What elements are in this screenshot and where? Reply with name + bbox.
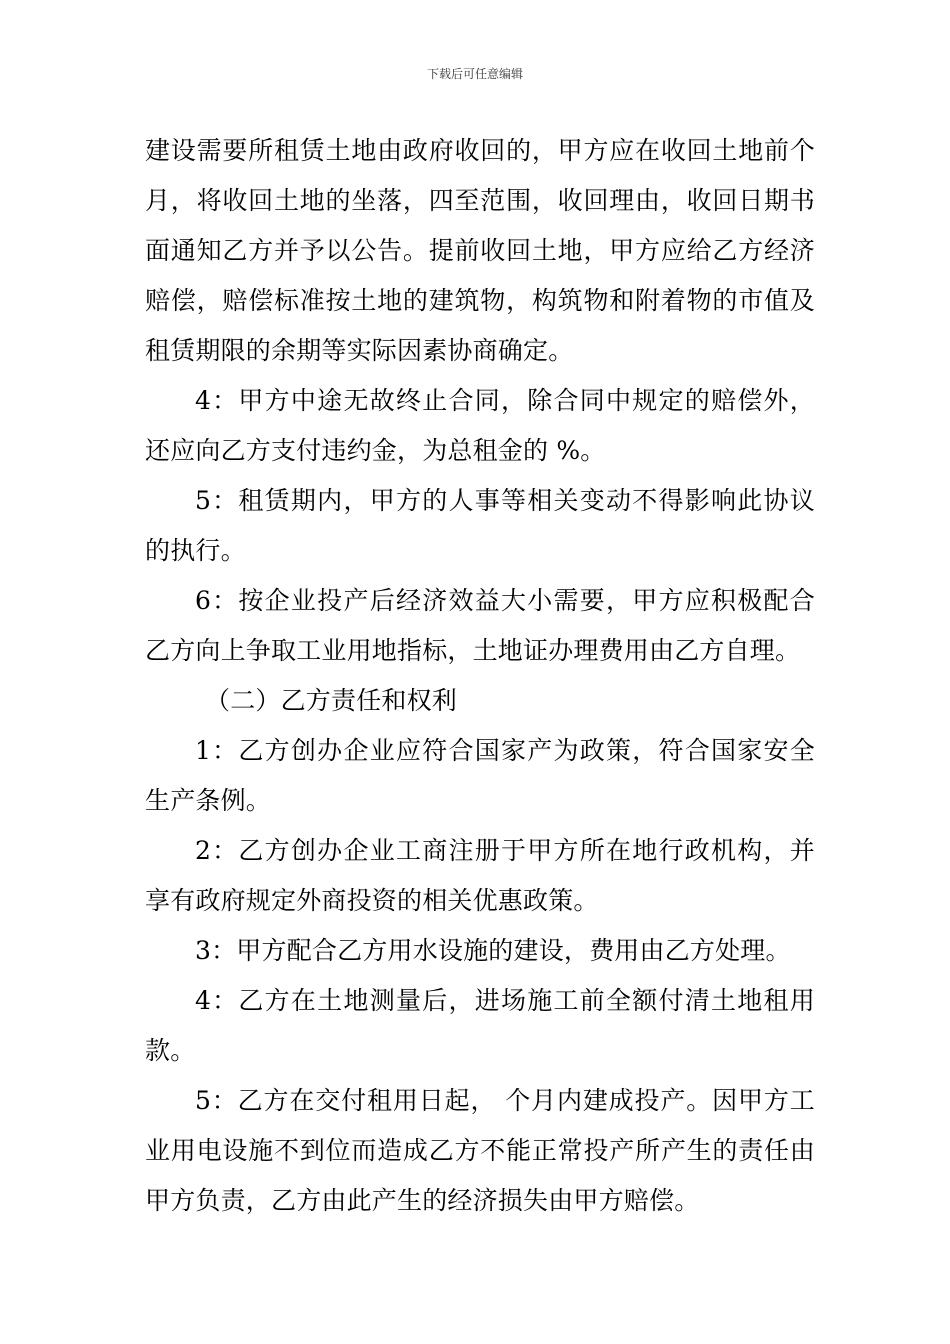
paragraph-b-item-2: 2：乙方创办企业工商注册于甲方所在地行政机构，并享有政府规定外商投资的相关优惠政策。 [145, 836, 815, 915]
paragraph-b-item-3: 3：甲方配合乙方用水设施的建设，费用由乙方处理。 [195, 936, 791, 965]
paragraph-land-recovery: 建设需要所租赁土地由政府收回的，甲方应在收回土地前个月，将收回土地的坐落，四至范围，收回理由，收回日期书面通知乙方并予以公告。提前收回土地，甲方应给乙方经济赔偿，赔偿标准按土地的建筑物，构筑物和附着物的市值及租赁期限的余期等实际因素协商确定。 [145, 136, 815, 365]
paragraph-item-6-land-quota: 6：按企业投产后经济效益大小需要，甲方应积极配合乙方向上争取工业用地指标，土地证办理费用由乙方自理。 [145, 586, 815, 665]
document-body [145, 126, 815, 1226]
paragraph-b-item-4: 4：乙方在土地测量后，进场施工前全额付清土地租用款。 [145, 986, 815, 1065]
paragraph-item-5-personnel: 5：租赁期内，甲方的人事等相关变动不得影响此协议的执行。 [145, 486, 815, 565]
page-header: 下载后可任意编辑 [426, 67, 523, 81]
section-heading-party-b: （二）乙方责任和权利 [205, 686, 458, 715]
paragraph-item-4-termination: 4：甲方中途无故终止合同，除合同中规定的赔偿外，还应向乙方支付违约金，为总租金的 %。 [145, 386, 815, 465]
paragraph-b-item-5: 5：乙方在交付租用日起， 个月内建成投产。因甲方工业用电设施不到位而造成乙方不能正常投产所产生的责任由甲方负责，乙方由此产生的经济损失由甲方赔偿。 [145, 1086, 815, 1215]
paragraph-b-item-1: 1：乙方创办企业应符合国家产为政策，符合国家安全生产条例。 [145, 736, 815, 815]
